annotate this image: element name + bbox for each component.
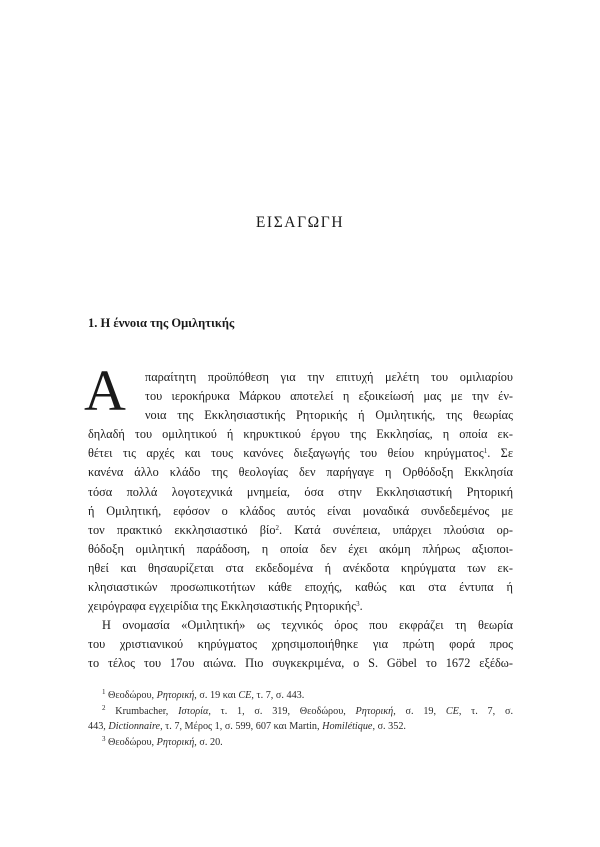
footnote: $^3$ Θεοδώρου, Ρητορική, σ. 20. bbox=[102, 734, 223, 748]
text-line: δηλαδή του ομιλητικού ή κηρυκτικού έργου της Εκκλησίας, η οποία εκ- bbox=[88, 427, 513, 442]
footnote-number: 3 bbox=[102, 734, 106, 743]
text-line: θέτει τις αρχές και τους κανόνες διεξαγωγής του θείου κηρύγματος$^1$. Σε bbox=[88, 446, 513, 461]
text-line: κλησιαστικών προσωπικοτήτων κάθε εποχής, καθώς και στα έντυπα ή bbox=[88, 580, 513, 595]
body-text bbox=[84, 358, 514, 674]
text-line: Η ονομασία «Ομιλητική» ως τεχνικός όρος που εκφράζει τη θεωρία bbox=[102, 618, 513, 633]
text-line: του ιεροκήρυκα Μάρκου αποτελεί η εξοικείωσή μας με την έν- bbox=[145, 389, 513, 404]
drop-cap: Α bbox=[84, 358, 126, 423]
section-heading bbox=[88, 316, 234, 331]
footnote: $^1$ Θεοδώρου, Ρητορική, σ. 19 και CE, τ. 7, σ. 443. bbox=[102, 688, 305, 701]
footnote-ref: 2 bbox=[275, 523, 279, 532]
text-line: κανένα άλλο κλάδο της θεολογίας δεν παρήγαγε η Ορθόδοξη Εκκλησία bbox=[88, 465, 513, 480]
text-line: παραίτητη προϋπόθεση για την επιτυχή μελέτη του ομιλιαρίου bbox=[145, 370, 513, 384]
footnote-number: 1 bbox=[102, 688, 106, 696]
footnote: $^2$ Krumbacher, Ιστορία, τ. 1, σ. 319, Θεοδώρου, Ρητορική, σ. 19, CE, τ. 7, σ. 443, Dictionnaire, τ. 7, Μέρος 1, σ. 599, 607 και Martin, Homilétique, σ. 352. bbox=[88, 703, 513, 732]
footnote-ref: 3 bbox=[356, 600, 360, 609]
section-title: Η έννοια της Ομιλητικής bbox=[100, 316, 235, 330]
text-line: νοια της Εκκλησιαστικής Ρητορικής ή Ομιλητικής, της θεωρίας bbox=[145, 408, 513, 423]
text-line: τόσα πολλά λογοτεχνικά μνημεία, όσα στην Εκκλησιαστική Ρητορική bbox=[88, 484, 513, 499]
text-line: ηθεί και θησαυρίζεται στα εκδεδομένα ή ανέκδοτα κηρύγματα των εκ- bbox=[88, 560, 513, 575]
footnote-ref: 1 bbox=[483, 447, 488, 456]
footnote-number: 2 bbox=[102, 703, 106, 712]
text-line: του χριστιανικού κηρύγματος χρησιμοποιήθηκε για πρώτη φορά προς bbox=[88, 637, 513, 652]
page-title: ΕΙΣΑΓΩΓΗ bbox=[255, 214, 345, 231]
footnotes bbox=[88, 688, 513, 750]
text-line: θόδοξη ομιλητική παράδοση, η οποία δεν έχει ακόμη πλήρως αξιοποι- bbox=[88, 541, 513, 556]
text-line: χειρόγραφα εγχειρίδια της Εκκλησιαστικής Ρητορικής$^3$. bbox=[88, 599, 363, 614]
section-number: 1. bbox=[88, 316, 98, 330]
text-line: το τέλος του 17ου αιώνα. Πιο συγκεκριμένα, ο S. Göbel το 1672 εξέδω- bbox=[88, 656, 513, 671]
text-line: τον πρακτικό εκκλησιαστικό βίο$^2$. Κατά συνέπεια, υπάρχει πλούσια ορ- bbox=[88, 522, 514, 537]
text-line: ή Ομιλητική, εφόσον ο κλάδος αυτός είναι μοναδικά συνδεδεμένος με bbox=[88, 503, 513, 518]
